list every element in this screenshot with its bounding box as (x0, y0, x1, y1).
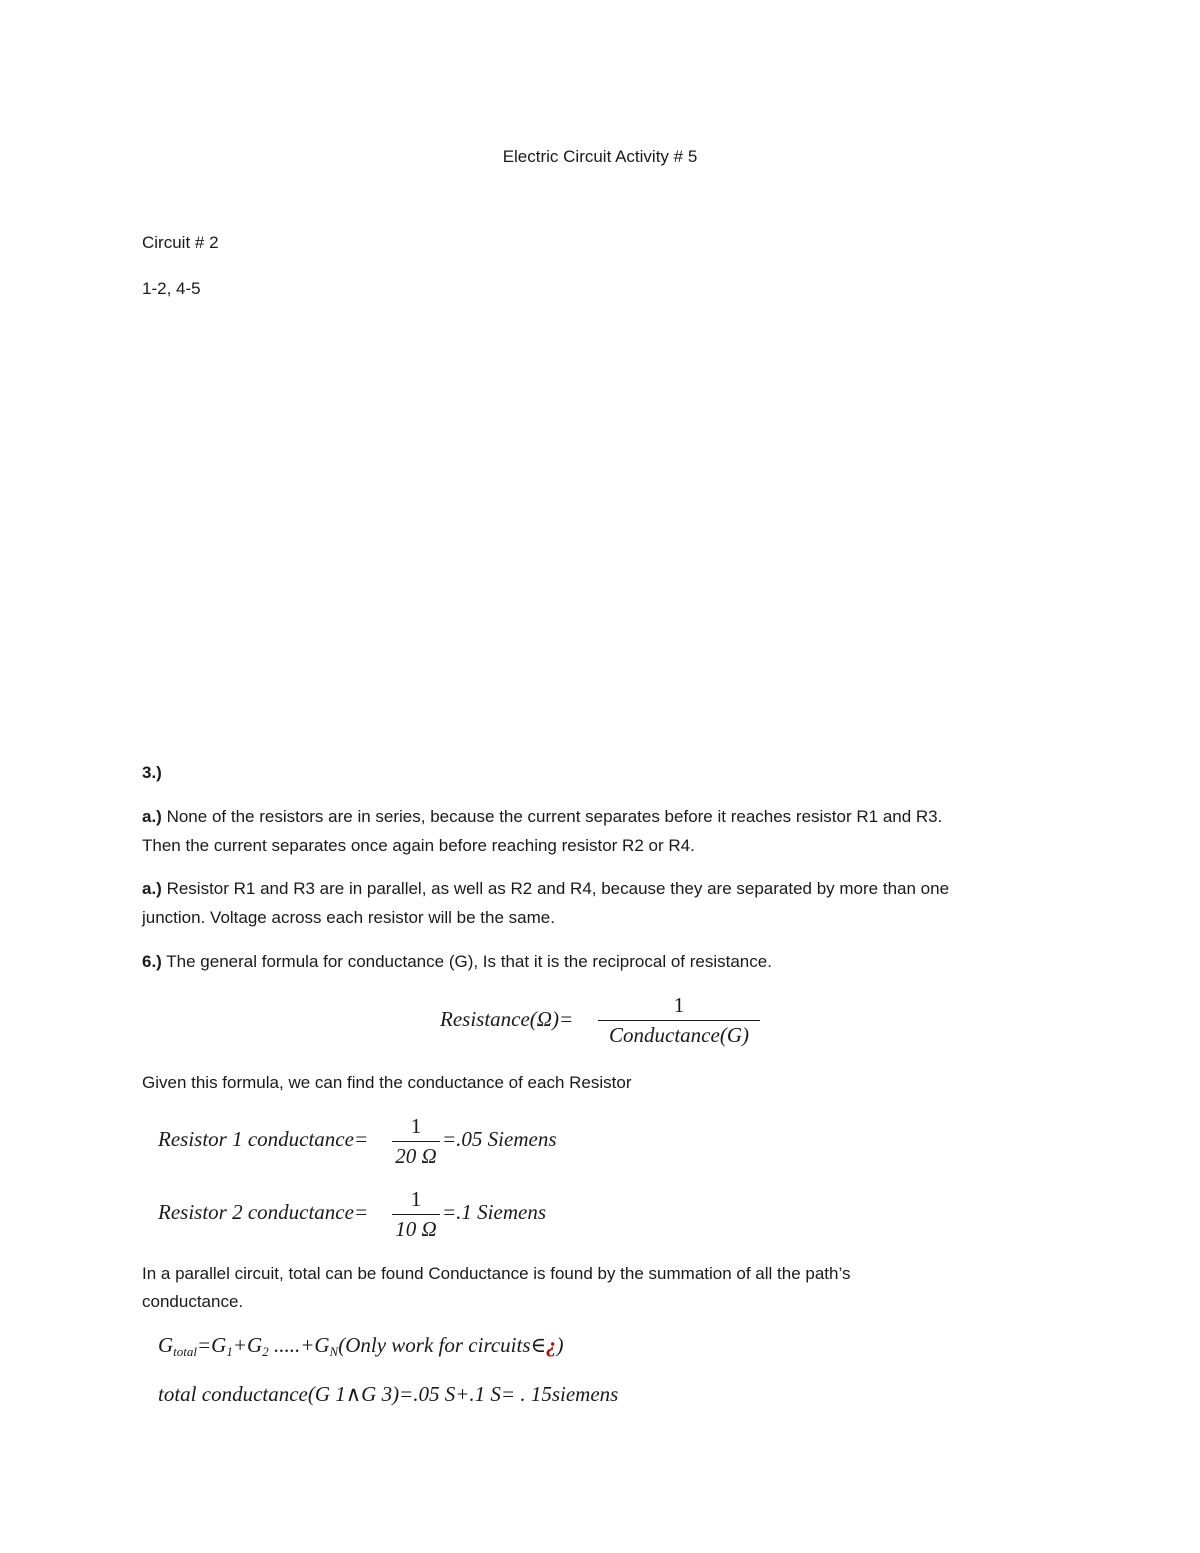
resistor-1-numerator: 1 (410, 1114, 422, 1138)
resistor-2-numerator: 1 (410, 1187, 422, 1211)
answer-3a-line-1 (142, 807, 942, 827)
gtotal-condition: (Only work for circuits∈ (338, 1333, 547, 1357)
question-6-line (142, 952, 772, 972)
circuit-label: Circuit # 2 (142, 233, 219, 252)
resistance-formula-fraction (598, 993, 760, 1048)
gtotal-eq-g1: =G (197, 1333, 227, 1357)
resistor-2-rhs: =.1 Siemens (442, 1200, 546, 1224)
resistance-formula-numerator: 1 (673, 993, 685, 1017)
total-conductance-formula: total conductance(G 1∧G 3)=.05 S+.1 S= . 15siemens (158, 1382, 619, 1406)
question-6-text: The general formula for conductance (G), Is that it is the reciprocal of resistance. (166, 952, 772, 971)
resistance-formula-denominator: Conductance(G) (609, 1023, 749, 1048)
gtotal-plus-g2: +G (232, 1333, 263, 1357)
resistor-1-fraction (392, 1114, 440, 1169)
resistor-1-lhs: Resistor 1 conductance= (158, 1127, 369, 1151)
gtotal-symbol: G (158, 1333, 174, 1357)
fraction-bar (598, 1020, 760, 1021)
gtotal-close-paren: ) (556, 1333, 564, 1357)
error-glyph: ¿ (546, 1333, 557, 1357)
answer-3b-text-1: Resistor R1 and R3 are in parallel, as well as R2 and R4, because they are separated by more than one (166, 879, 950, 898)
g1-subscript: 1 (226, 1344, 233, 1359)
circuit-range: 1-2, 4-5 (142, 279, 201, 298)
resistor-2-fraction (392, 1187, 440, 1242)
gn-subscript: N (329, 1344, 339, 1359)
resistance-formula-lhs: Resistance(Ω)= (440, 1007, 574, 1031)
parallel-text-line-2: conductance. (142, 1292, 244, 1311)
resistor-2-denominator: 10 Ω (395, 1217, 437, 1242)
given-formula-text: Given this formula, we can find the conductance of each Resistor (142, 1073, 632, 1092)
fraction-bar (392, 1141, 440, 1142)
fraction-bar (392, 1214, 440, 1215)
answer-3a-label: a.) (142, 807, 162, 826)
gtotal-dots-gn: .....+G (268, 1333, 330, 1357)
answer-3b-line-2: junction. Voltage across each resistor will be the same. (142, 908, 555, 927)
question-6-label: 6.) (142, 952, 162, 971)
question-3-heading: 3.) (142, 763, 162, 782)
answer-3a-text-1: None of the resistors are in series, because the current separates before it reaches resistor R1 and R3. (166, 807, 943, 826)
answer-3b-line-1 (142, 879, 949, 899)
resistor-2-lhs: Resistor 2 conductance= (158, 1200, 369, 1224)
resistor-1-denominator: 20 Ω (395, 1144, 437, 1169)
g2-subscript: 2 (262, 1344, 269, 1359)
answer-3b-label: a.) (142, 879, 162, 898)
resistor-1-rhs: =.05 Siemens (442, 1127, 557, 1151)
parallel-text-line-1: In a parallel circuit, total can be found Conductance is found by the summation of all the path’s (142, 1264, 851, 1283)
gtotal-formula (158, 1333, 564, 1360)
document-title: Electric Circuit Activity # 5 (502, 147, 698, 166)
gtotal-subscript: total (173, 1344, 198, 1359)
answer-3a-line-2: Then the current separates once again before reaching resistor R2 or R4. (142, 836, 695, 855)
